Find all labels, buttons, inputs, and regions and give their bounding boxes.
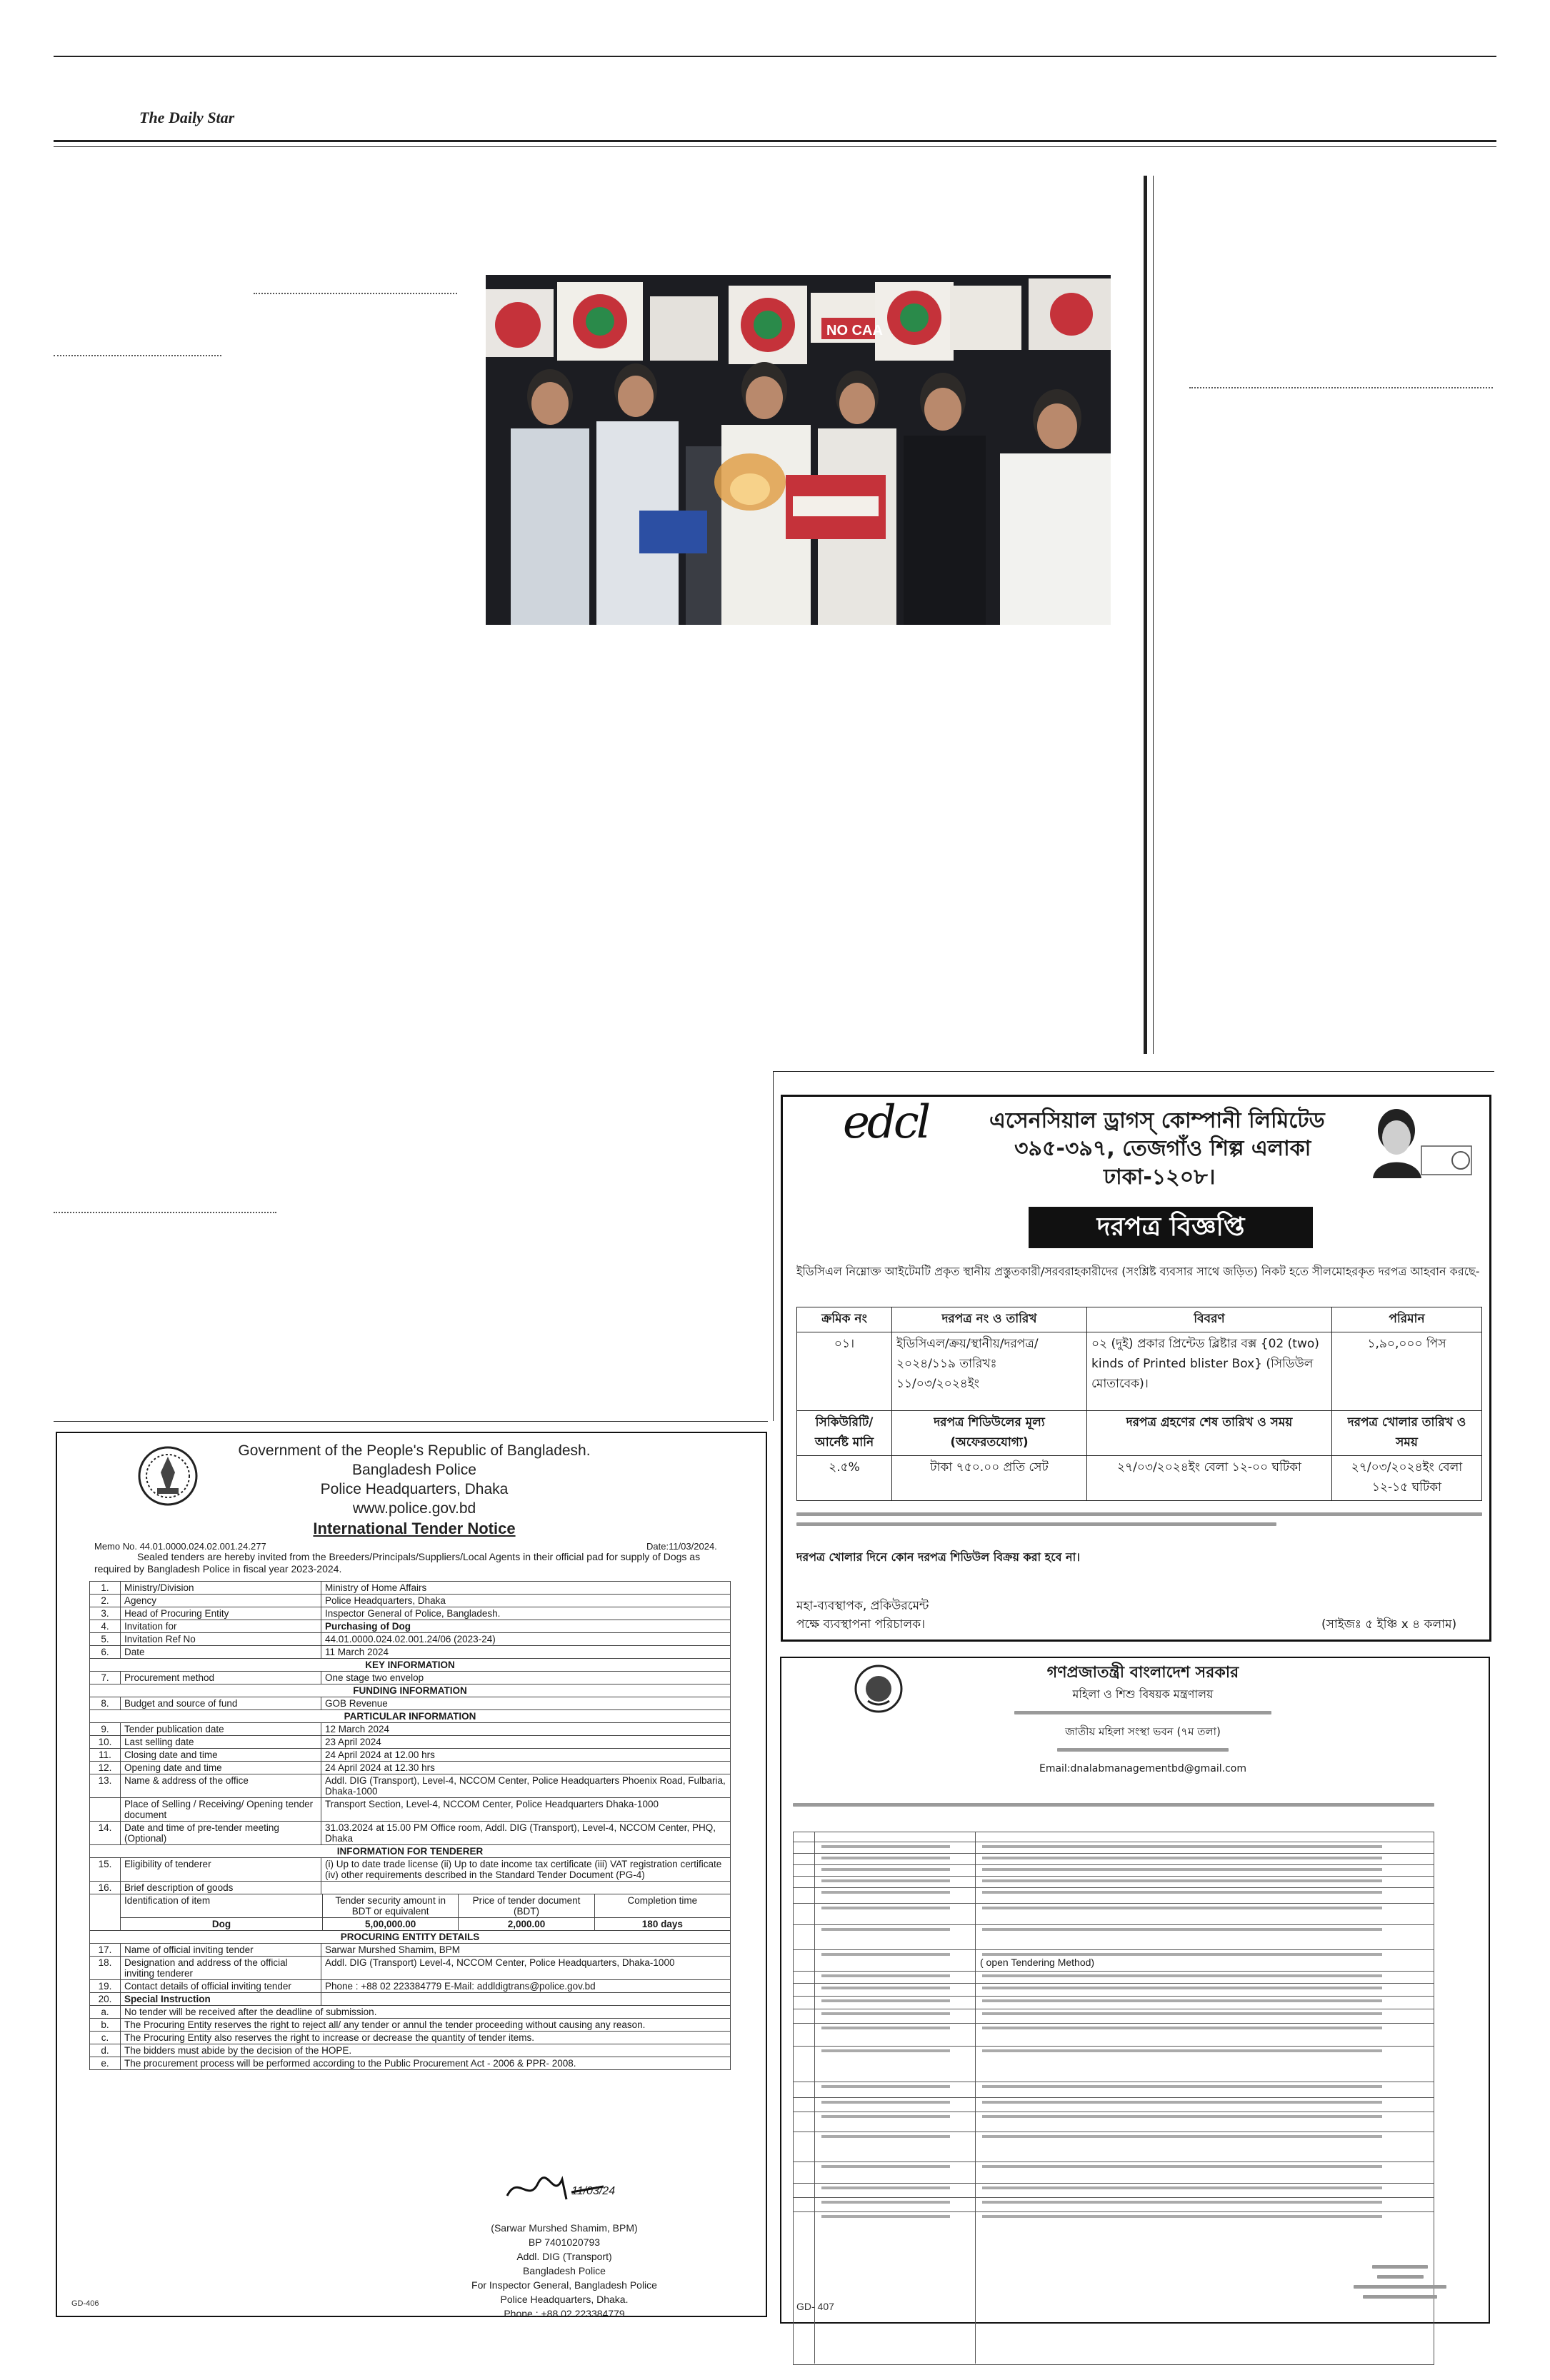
row-number: 17. [90, 1944, 121, 1957]
instruction-text: The Procuring Entity also reserves the right to increase or decrease the quantity of tender items. [121, 2032, 731, 2044]
table-row [90, 1595, 731, 1607]
instruction-text: The procurement process will be performed according to the Public Procurement Act - 2006 & PPR- 2008. [121, 2057, 731, 2070]
section-rule [773, 1071, 1494, 1072]
signer-line: Police Headquarters, Dhaka. [500, 2294, 629, 2305]
goods-item: Dog [211, 1919, 231, 1929]
row-label: Place of Selling / Receiving/ Opening tender document [121, 1798, 321, 1822]
table-row [90, 1607, 731, 1620]
gov-title: Government of the People's Republic of Bangladesh. [238, 1442, 591, 1459]
row-number: 3. [90, 1607, 121, 1620]
header-cell: পরিমান [1332, 1307, 1482, 1332]
gd-number: GD- 407 [796, 2301, 834, 2312]
row-value: Inspector General of Police, Bangladesh. [321, 1607, 731, 1620]
goods-header: Identification of item [124, 1895, 211, 1906]
section-heading-row [90, 1931, 731, 1944]
cell-security: ২.৫% [797, 1456, 892, 1501]
row-label: Name & address of the office [121, 1774, 321, 1798]
dna-gov-title: গণপ্রজাতন্ত্রী বাংলাদেশ সরকার [1046, 1664, 1239, 1682]
header-cell: সিকিউরিটি/ আর্নেষ্ট মানি [797, 1411, 892, 1456]
row-label: Head of Procuring Entity [121, 1607, 321, 1620]
row-label: Agency [121, 1595, 321, 1607]
row-number: 8. [90, 1697, 121, 1710]
row-label: Procurement method [121, 1672, 321, 1684]
row-value: Purchasing of Dog [321, 1620, 731, 1633]
dna-table-row [793, 1924, 1434, 1925]
row-value: 23 April 2024 [321, 1736, 731, 1749]
table-row [90, 1749, 731, 1762]
section-rule [773, 1071, 774, 1421]
row-label: Opening date and time [121, 1762, 321, 1774]
goods-row [90, 1894, 731, 1931]
bd-govt-seal-icon [854, 1664, 904, 1714]
cell-description: ০২ (দুই) প্রকার প্রিন্টেড ব্লিষ্টার বক্স {02 (two) kinds of Printed blister Box} (সিডিউল মোতাবেক)। [1087, 1332, 1332, 1411]
row-value: One stage two envelop [321, 1672, 731, 1684]
section-heading: PROCURING ENTITY DETAILS [90, 1931, 731, 1944]
instruction-text: The Procuring Entity reserves the right to reject all/ any tender or annul the tender proceeding without causing any reason. [121, 2019, 731, 2032]
section-heading-row [90, 1845, 731, 1858]
edcl-intro: ইডিসিএল নিম্নোক্ত আইটেমটি প্রকৃত স্থানীয় প্রস্তুতকারী/সরবরাহকারীদের (সংশ্লিষ্ট ব্যবসার সাথে জড়িত) নিকট হতে সীলমোহরকৃত দরপত্র আহবান করছে- [796, 1265, 1480, 1278]
goods-price: 2,000.00 [458, 1918, 594, 1930]
dna-table-row [793, 1903, 1434, 1904]
dotted-divider [54, 1212, 276, 1213]
table-row [90, 1944, 731, 1957]
edcl-city: ঢাকা-১২০৮। [1104, 1165, 1216, 1190]
row-number [90, 1894, 121, 1931]
signer-line: For Inspector General, Bangladesh Police [471, 2279, 657, 2291]
row-label: Closing date and time [121, 1749, 321, 1762]
dna-ministry: মহিলা ও শিশু বিষয়ক মন্ত্রণালয় [1072, 1687, 1214, 1701]
row-label: Budget and source of fund [121, 1697, 321, 1710]
row-value: 11 March 2024 [321, 1646, 731, 1659]
edcl-table-header [797, 1411, 1482, 1456]
table-row [90, 1697, 731, 1710]
cell-serial: ০১। [797, 1332, 892, 1411]
section-heading: KEY INFORMATION [90, 1659, 731, 1672]
instruction-row [90, 2019, 731, 2032]
table-row [90, 1620, 731, 1633]
row-value: Sarwar Murshed Shamim, BPM [321, 1944, 731, 1957]
table-row [90, 1672, 731, 1684]
instruction-row [90, 2044, 731, 2057]
table-row [90, 1882, 731, 1894]
table-row [90, 1798, 731, 1822]
header-cell: বিবরণ [1087, 1307, 1332, 1332]
intro-text: Sealed tenders are hereby invited from the Breeders/Principals/Suppliers/Local Agents in their official pad for supply of Dogs as required by Bangladesh Police in fiscal year 2023-2024. [94, 1551, 701, 1575]
instruction-row [90, 2006, 731, 2019]
row-number: 13. [90, 1774, 121, 1798]
dna-table-row [793, 2097, 1434, 2098]
dna-table-row [793, 2161, 1434, 2162]
row-value: (i) Up to date trade license (ii) Up to date income tax certificate (iii) VAT registration certificate (iv) other requirements described in the Standard Tender Document (PG-4) [321, 1858, 731, 1882]
top-rule [54, 56, 1496, 57]
goods-header: Price of tender document (BDT) [458, 1894, 594, 1917]
row-number: 14. [90, 1822, 121, 1845]
row-label: Contact details of official inviting tender [121, 1980, 321, 1993]
table-row [90, 1774, 731, 1798]
table-row [90, 1633, 731, 1646]
edcl-table-row [797, 1456, 1482, 1501]
row-value: GOB Revenue [321, 1697, 731, 1710]
dna-table-row [793, 1971, 1434, 1972]
masthead: The Daily Star [139, 109, 235, 126]
row-label: Invitation for [121, 1620, 321, 1633]
cell-schedule-price: টাকা ৭৫০.০০ প্রতি সেট [892, 1456, 1087, 1501]
row-value: Addl. DIG (Transport) Level-4, NCCOM Center, Police Headquarters, Dhaka-1000 [321, 1957, 731, 1980]
dna-table-row [793, 1876, 1434, 1877]
section-heading-row [90, 1659, 731, 1672]
section-rule [54, 1421, 768, 1422]
table-row [90, 1723, 731, 1736]
table-row [90, 1762, 731, 1774]
dotted-divider [254, 293, 457, 294]
table-row [90, 1957, 731, 1980]
memo-number: Memo No. 44.01.0000.024.02.001.24.277 [94, 1541, 266, 1552]
signer-line: Bangladesh Police [523, 2265, 606, 2276]
dna-table-row [793, 2046, 1434, 2047]
dna-email: Email:dnalabmanagementbd@gmail.com [1039, 1763, 1247, 1774]
row-number: 20. [90, 1993, 121, 2006]
instruction-text: The bidders must abide by the decision of the HOPE. [121, 2044, 731, 2057]
instruction-text: No tender will be received after the deadline of submission. [121, 2006, 731, 2019]
row-value: 31.03.2024 at 15.00 PM Office room, Addl. DIG (Transport), Level-4, NCCOM Center, PHQ, Dhaka [321, 1822, 731, 1845]
table-row [90, 1980, 731, 1993]
police-notice-title: International Tender Notice [313, 1520, 516, 1537]
memo-date: Date:11/03/2024. [646, 1541, 717, 1552]
row-label: Date and time of pre-tender meeting (Optional) [121, 1822, 321, 1845]
dna-method-text: ( open Tendering Method) [980, 1957, 1095, 1968]
cell-opening: ২৭/০৩/২০২৪ইং বেলা ১২-১৫ ঘটিকা [1332, 1456, 1482, 1501]
cell-tender-no: ইডিসিএল/ক্রয়/স্থানীয়/দরপত্র/২০২৪/১১৯ তারিখঃ ১১/০৩/২০২৪ইং [892, 1332, 1087, 1411]
instruction-key: d. [90, 2044, 121, 2057]
edcl-size: (সাইজঃ ৫ ইঞ্চি x ৪ কলাম) [1321, 1617, 1457, 1632]
goods-completion: 180 days [594, 1918, 730, 1930]
signature-date: 11/03/24 [571, 2185, 616, 2197]
table-row [90, 1736, 731, 1749]
dna-table-row [793, 1887, 1434, 1888]
row-number: 5. [90, 1633, 121, 1646]
dna-header [929, 1662, 1357, 1779]
table-row [90, 1582, 731, 1595]
row-number [90, 1798, 121, 1822]
section-heading: INFORMATION FOR TENDERER [90, 1845, 731, 1858]
goods-security: 5,00,000.00 [322, 1918, 458, 1930]
dna-tender-table [793, 1832, 1434, 2374]
header-rule-2 [54, 146, 1496, 147]
row-label: Invitation Ref No [121, 1633, 321, 1646]
row-value [321, 1993, 731, 2006]
row-label: Special Instruction [121, 1993, 321, 2006]
header-cell: দরপত্র গ্রহণের শেষ তারিখ ও সময় [1087, 1411, 1332, 1456]
row-value: 44.01.0000.024.02.001.24/06 (2023-24) [321, 1633, 731, 1646]
dotted-divider [1189, 387, 1493, 388]
row-label: Tender publication date [121, 1723, 321, 1736]
row-value: 24 April 2024 at 12.00 hrs [321, 1749, 731, 1762]
row-number: 7. [90, 1672, 121, 1684]
dna-table-row [793, 2023, 1434, 2024]
section-heading: PARTICULAR INFORMATION [90, 1710, 731, 1723]
edcl-logo: edcl [843, 1096, 929, 1149]
news-photo [486, 275, 1111, 625]
svg-text:NO CAA: NO CAA [826, 323, 883, 338]
row-label: Date [121, 1646, 321, 1659]
website-text: www.police.gov.bd [352, 1500, 476, 1517]
goods-header: Completion time [594, 1894, 730, 1917]
row-value: 12 March 2024 [321, 1723, 731, 1736]
row-number: 10. [90, 1736, 121, 1749]
police-notice-header [200, 1441, 629, 1518]
row-value [321, 1882, 731, 1894]
signer-line: (Sarwar Murshed Shamim, BPM) [491, 2222, 638, 2234]
cell-deadline: ২৭/০৩/২০২৪ইং বেলা ১২-০০ ঘটিকা [1087, 1456, 1332, 1501]
row-number: 4. [90, 1620, 121, 1633]
row-number: 6. [90, 1646, 121, 1659]
hq-title: Police Headquarters, Dhaka [320, 1481, 509, 1497]
dna-table-row [793, 1949, 1434, 1950]
instruction-key: b. [90, 2019, 121, 2032]
row-number: 16. [90, 1882, 121, 1894]
signer-line: Phone : +88 02 223384779 [504, 2308, 625, 2319]
instruction-row [90, 2032, 731, 2044]
signer-line: Addl. DIG (Transport) [516, 2251, 612, 2262]
dna-table-row [793, 1983, 1434, 1984]
gd-number: GD-406 [71, 2299, 99, 2308]
dna-signer-text [1354, 2265, 1446, 2305]
dna-memo-line [793, 1803, 1434, 1813]
header-cell: দরপত্র খোলার তারিখ ও সময় [1332, 1411, 1482, 1456]
row-number: 18. [90, 1957, 121, 1980]
row-value: Phone : +88 02 223384779 E-Mail: addldigtrans@police.gov.bd [321, 1980, 731, 1993]
edcl-table-header [797, 1307, 1482, 1332]
instruction-key: e. [90, 2057, 121, 2070]
row-label: Brief description of goods [121, 1882, 321, 1894]
dna-directorate-text [1014, 1711, 1271, 1714]
header-rule-1 [54, 140, 1496, 142]
row-number: 19. [90, 1980, 121, 1993]
edcl-sign-line: মহা-ব্যবস্থাপক, প্রকিউরমেন্ট [796, 1599, 929, 1613]
column-divider [1144, 176, 1147, 1054]
section-heading: FUNDING INFORMATION [90, 1684, 731, 1697]
row-label: Name of official inviting tender [121, 1944, 321, 1957]
row-value: Transport Section, Level-4, NCCOM Center, Police Headquarters Dhaka-1000 [321, 1798, 731, 1822]
row-number: 15. [90, 1858, 121, 1882]
dna-table-row [793, 2197, 1434, 2198]
edcl-banner: দরপত্র বিজ্ঞপ্তি [1029, 1207, 1313, 1248]
row-label: Ministry/Division [121, 1582, 321, 1595]
edcl-company-name: এসেনসিয়াল ড্রাগস্ কোম্পানী লিমিটেড [989, 1108, 1325, 1133]
instruction-row [90, 2057, 731, 2070]
dna-table-row [793, 2183, 1434, 2184]
agency-title: Bangladesh Police [352, 1462, 476, 1478]
row-value: Addl. DIG (Transport), Level-4, NCCOM Center, Police Headquarters Phoenix Road, Fulbaria, Dhaka-1000 [321, 1774, 731, 1798]
table-row [90, 1822, 731, 1845]
section-heading-row [90, 1710, 731, 1723]
edcl-body-text [796, 1512, 1482, 1532]
header-cell: দরপত্র শিডিউলের মূল্য (অফেরতযোগ্য) [892, 1411, 1087, 1456]
goods-header: Tender security amount in BDT or equivalent [322, 1894, 458, 1917]
dna-table-row [793, 1853, 1434, 1854]
header-cell: দরপত্র নং ও তারিখ [892, 1307, 1087, 1332]
row-number: 2. [90, 1595, 121, 1607]
row-value: Police Headquarters, Dhaka [321, 1595, 731, 1607]
table-row [90, 1993, 731, 2006]
instruction-key: c. [90, 2032, 121, 2044]
edcl-table [796, 1307, 1482, 1501]
dotted-divider [54, 355, 221, 356]
row-label: Designation and address of the official inviting tenderer [121, 1957, 321, 1980]
table-row [90, 1646, 731, 1659]
row-number: 9. [90, 1723, 121, 1736]
header-cell: ক্রমিক নং [797, 1307, 892, 1332]
row-value: 24 April 2024 at 12.30 hrs [321, 1762, 731, 1774]
cell-quantity: ১,৯০,০০০ পিস [1332, 1332, 1482, 1411]
dna-address-text [1057, 1748, 1229, 1752]
signer-line: BP 7401020793 [528, 2236, 601, 2248]
section-heading-row [90, 1684, 731, 1697]
dna-building: জাতীয় মহিলা সংস্থা ভবন (৭ম তলা) [1065, 1725, 1221, 1738]
row-number: 11. [90, 1749, 121, 1762]
goods-cell [121, 1894, 731, 1931]
instruction-key: a. [90, 2006, 121, 2019]
dna-table-row [793, 1996, 1434, 1997]
row-label: Last selling date [121, 1736, 321, 1749]
column-divider-thin [1153, 176, 1154, 1054]
signer-block [436, 2221, 693, 2321]
edcl-footer-note: দরপত্র খোলার দিনে কোন দরপত্র শিডিউল বিক্রয় করা হবে না। [796, 1550, 1080, 1564]
police-crest-icon [136, 1444, 200, 1508]
edcl-address: ৩৯৫-৩৯৭, তেজগাঁও শিল্প এলাকা [1014, 1136, 1311, 1161]
dna-table-row [793, 2211, 1434, 2212]
row-number: 12. [90, 1762, 121, 1774]
row-number: 1. [90, 1582, 121, 1595]
edcl-sign-line: পক্ষে ব্যবস্থাপনা পরিচালক। [796, 1617, 926, 1632]
table-row [90, 1858, 731, 1882]
edcl-table-row [797, 1332, 1482, 1411]
row-value: Ministry of Home Affairs [321, 1582, 731, 1595]
dna-table-row [793, 1864, 1434, 1865]
portrait-logo-icon [1364, 1103, 1475, 1182]
row-label: Eligibility of tenderer [121, 1858, 321, 1882]
police-tender-table [89, 1581, 731, 2070]
